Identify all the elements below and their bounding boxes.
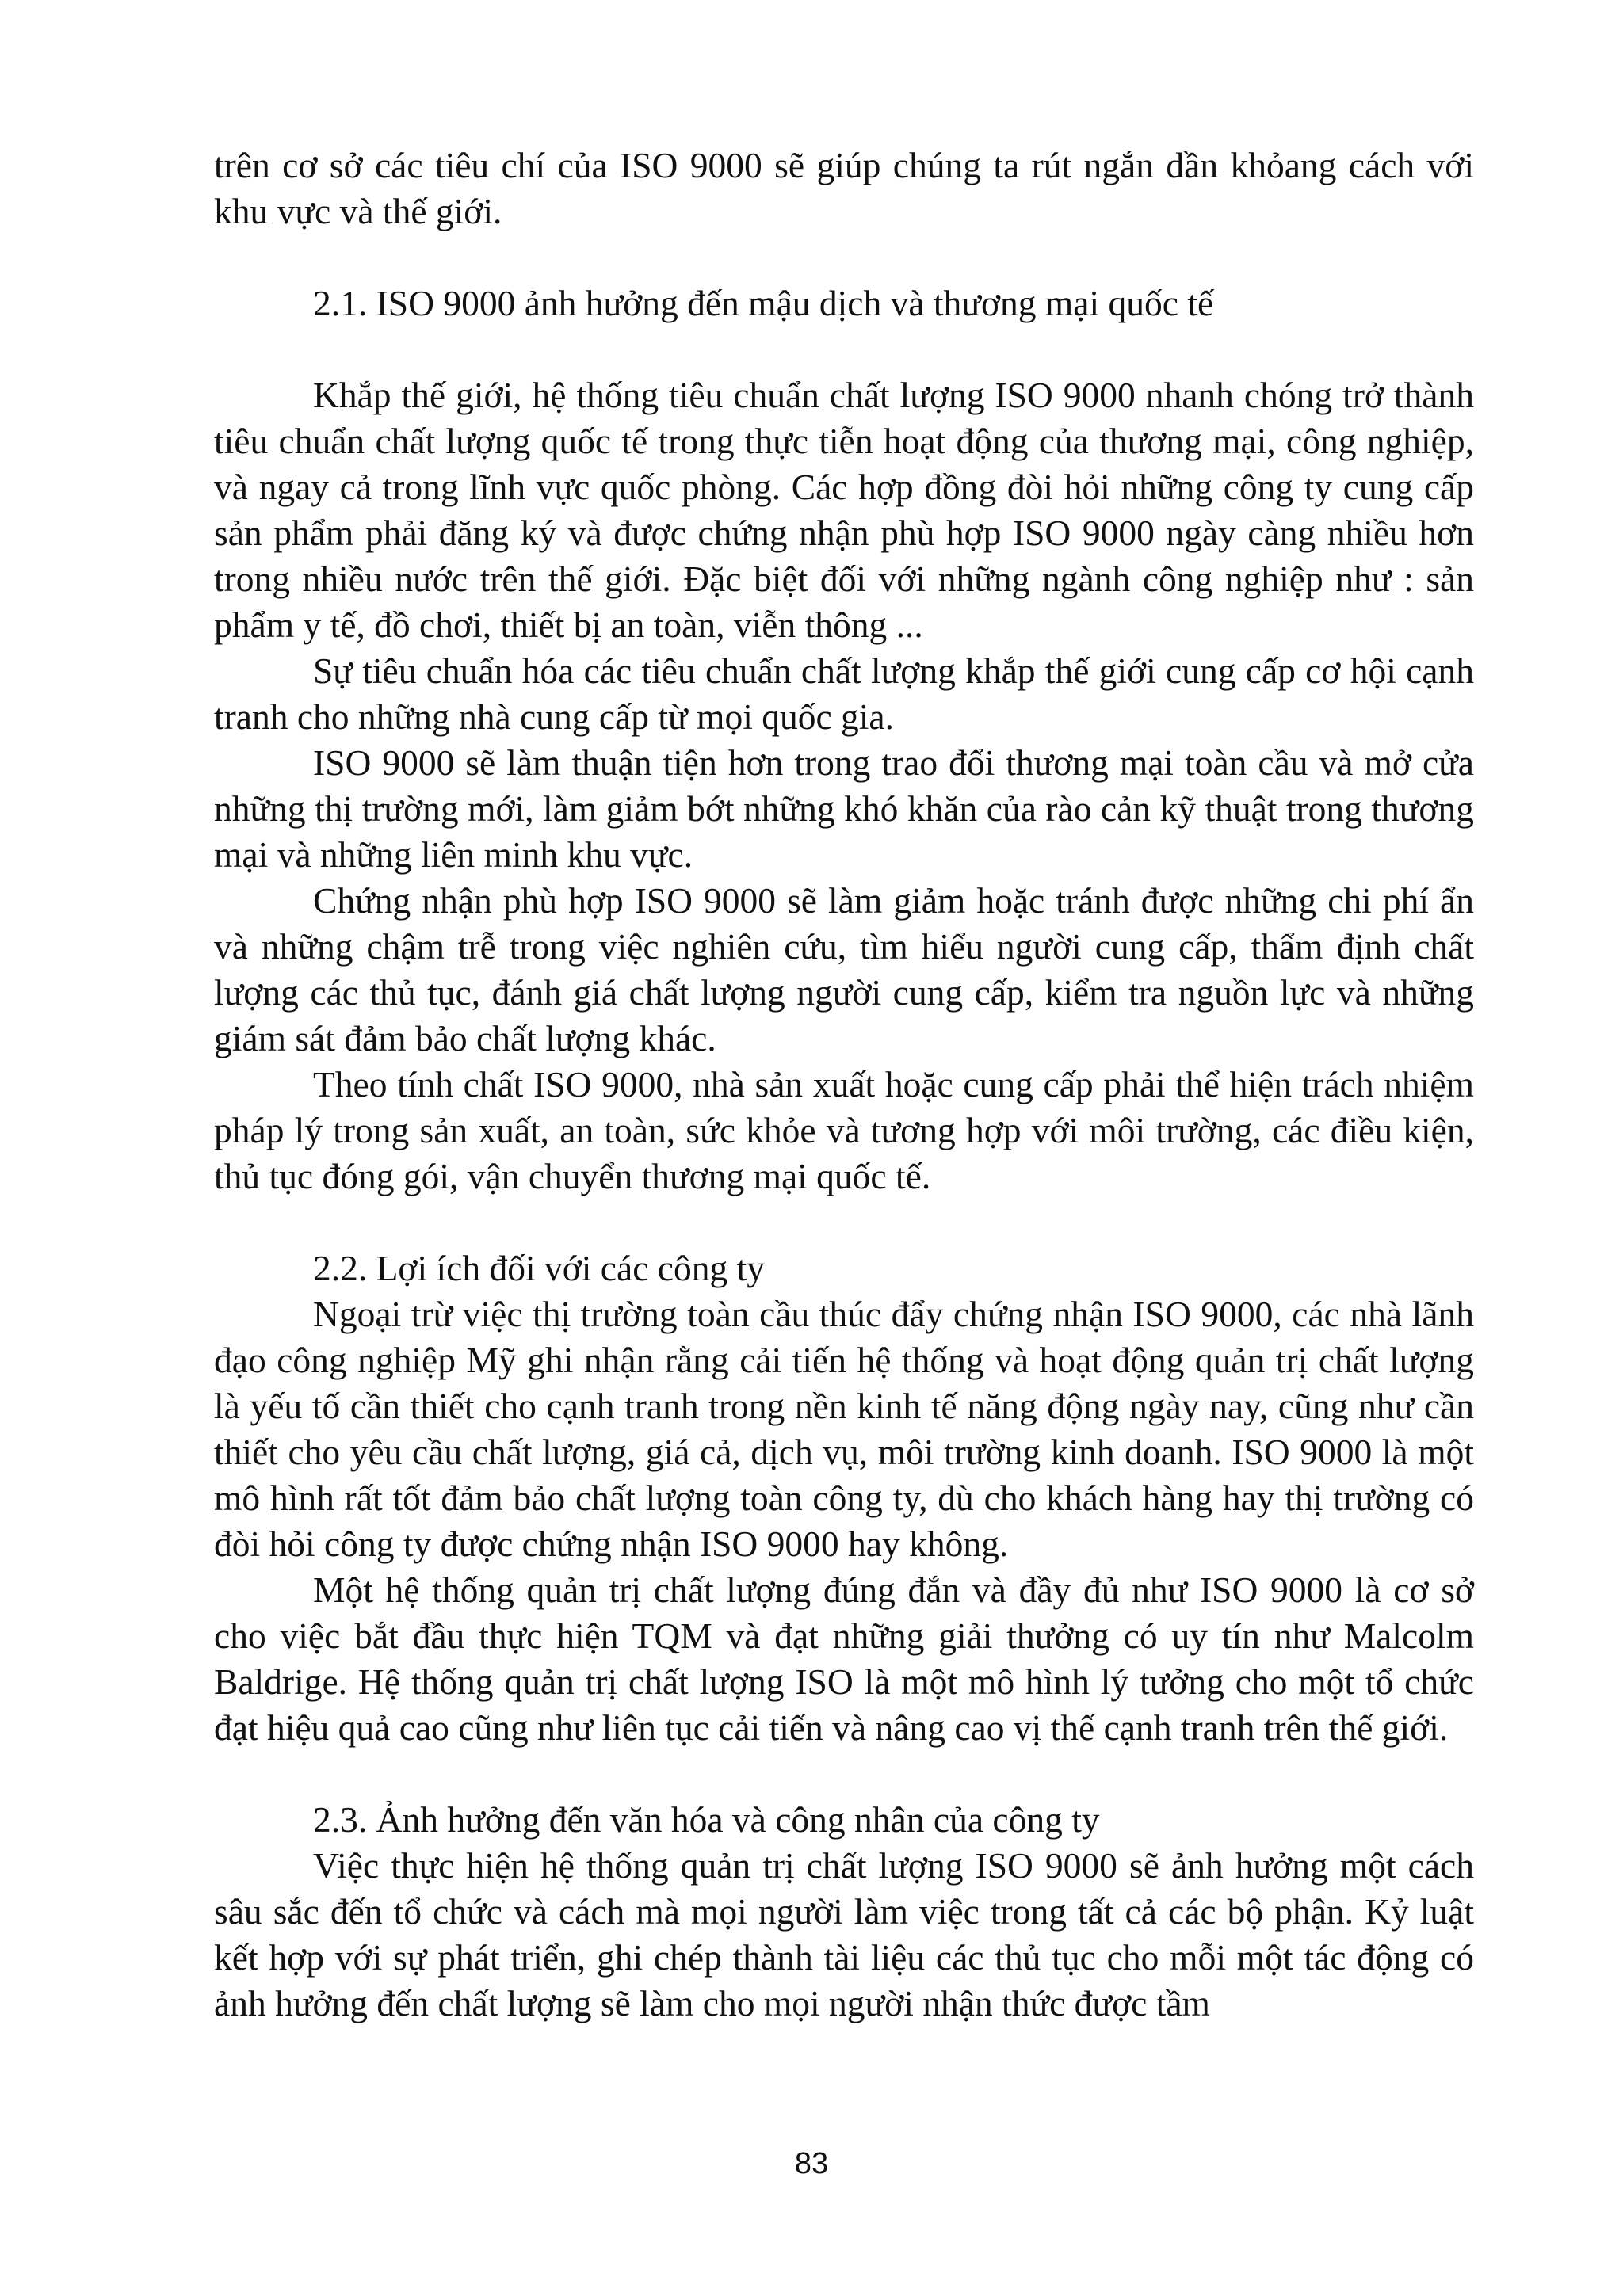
section-2-2-heading: 2.2. Lợi ích đối với các công ty xyxy=(313,1248,765,1288)
section-2-1-heading: 2.1. ISO 9000 ảnh hưởng đến mậu dịch và thương mại quốc tế xyxy=(313,283,1214,323)
section-2-1-paragraph-2: Sự tiêu chuẩn hóa các tiêu chuẩn chất lượng khắp thế giới cung cấp cơ hội cạnh tranh cho những nhà cung cấp từ mọi quốc gia. xyxy=(214,650,1474,737)
intro-continuation: trên cơ sở các tiêu chí của ISO 9000 sẽ giúp chúng ta rút ngắn dần khỏang cách với khu vực và thế giới. xyxy=(214,145,1474,231)
section-2-1-paragraph-1: Khắp thế giới, hệ thống tiêu chuẩn chất lượng ISO 9000 nhanh chóng trở thành tiêu chuẩn chất lượng quốc tế trong thực tiễn hoạt động của thương mại, công nghiệp, và ngay cả trong lĩnh vực quốc phòng. Các hợp đồng đòi hỏi những công ty cung cấp sản phẩm phải đăng ký và được chứng nhận phù hợp ISO 9000 ngày càng nhiều hơn trong nhiều nước trên thế giới. Đặc biệt đối với những ngành công nghiệp như : sản phẩm y tế, đồ chơi, thiết bị an toàn, viễn thông ... xyxy=(214,375,1474,645)
section-2-1-paragraph-3: ISO 9000 sẽ làm thuận tiện hơn trong trao đổi thương mại toàn cầu và mở cửa những thị trường mới, làm giảm bớt những khó khăn của rào cản kỹ thuật trong thương mại và những liên minh khu vực. xyxy=(214,742,1474,875)
section-2-3-heading: 2.3. Ảnh hưởng đến văn hóa và công nhân của công ty xyxy=(313,1799,1100,1840)
section-2-1-paragraph-4: Chứng nhận phù hợp ISO 9000 sẽ làm giảm hoặc tránh được những chi phí ẩn và những chậm trễ trong việc nghiên cứu, tìm hiểu người cung cấp, thẩm định chất lượng các thủ tục, đánh giá chất lượng người cung cấp, kiểm tra nguồn lực và những giám sát đảm bảo chất lượng khác. xyxy=(214,880,1474,1058)
section-2-1-paragraph-5: Theo tính chất ISO 9000, nhà sản xuất hoặc cung cấp phải thể hiện trách nhiệm pháp lý trong sản xuất, an toàn, sức khỏe và tương hợp với môi trường, các điều kiện, thủ tục đóng gói, vận chuyển thương mại quốc tế. xyxy=(214,1064,1474,1196)
section-2-3-paragraph-1: Việc thực hiện hệ thống quản trị chất lượng ISO 9000 sẽ ảnh hưởng một cách sâu sắc đến tổ chức và cách mà mọi người làm việc trong tất cả các bộ phận. Kỷ luật kết hợp với sự phát triển, ghi chép thành tài liệu các thủ tục cho mỗi một tác động có ảnh hưởng đến chất lượng sẽ làm cho mọi người nhận thức được tầm xyxy=(214,1845,1474,2023)
section-2-2-paragraph-1: Ngoại trừ việc thị trường toàn cầu thúc đẩy chứng nhận ISO 9000, các nhà lãnh đạo công nghiệp Mỹ ghi nhận rằng cải tiến hệ thống và hoạt động quản trị chất lượng là yếu tố cần thiết cho cạnh tranh trong nền kinh tế năng động ngày nay, cũng như cần thiết cho yêu cầu chất lượng, giá cả, dịch vụ, môi trường kinh doanh. ISO 9000 là một mô hình rất tốt đảm bảo chất lượng toàn công ty, dù cho khách hàng hay thị trường có đòi hỏi công ty được chứng nhận ISO 9000 hay không. xyxy=(214,1294,1474,1564)
document-page xyxy=(214,143,1474,2027)
page-number: 83 xyxy=(794,2147,829,2180)
section-2-2-paragraph-2: Một hệ thống quản trị chất lượng đúng đắn và đầy đủ như ISO 9000 là cơ sở cho việc bắt đầu thực hiện TQM và đạt những giải thưởng có uy tín như Malcolm Baldrige. Hệ thống quản trị chất lượng ISO là một mô hình lý tưởng cho một tổ chức đạt hiệu quả cao cũng như liên tục cải tiến và nâng cao vị thế cạnh tranh trên thế giới. xyxy=(214,1569,1474,1748)
